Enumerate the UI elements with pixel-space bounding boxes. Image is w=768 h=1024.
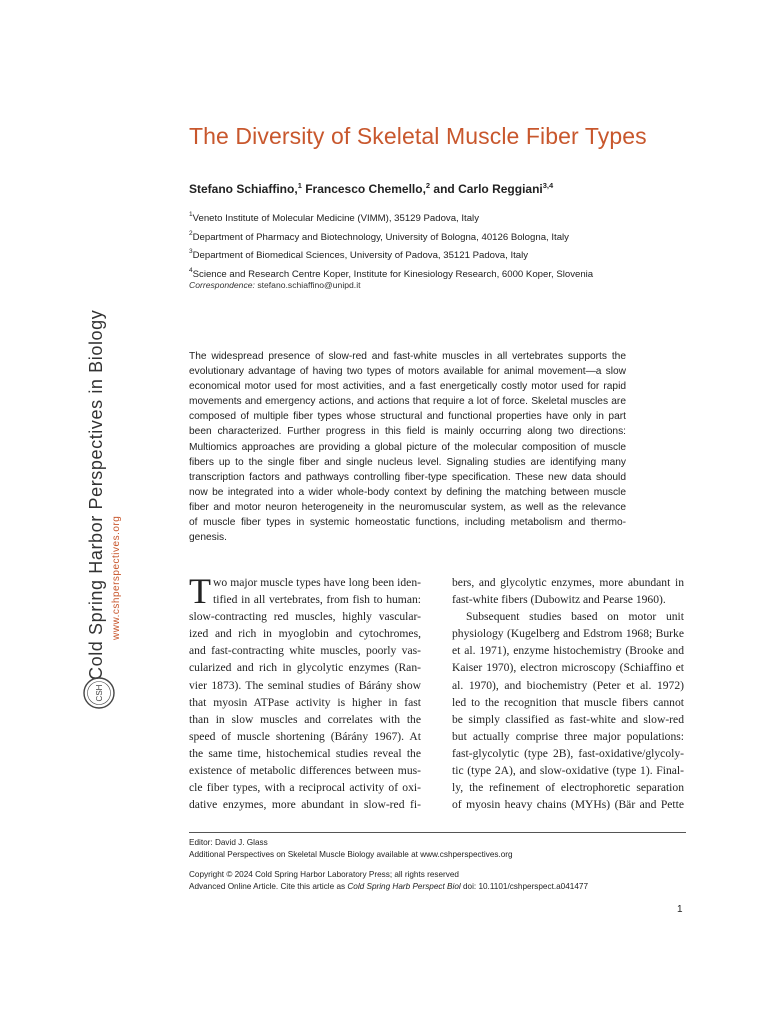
affiliation-sup: 4 <box>189 266 193 274</box>
body-line: tified in all vertebrates, from fish to human: <box>213 593 421 607</box>
body-line: slow-contracting red muscles, highly vascular- <box>189 610 421 624</box>
abstract-line: transcription factors and pathways controlling fiber-type specification. These new data should <box>189 471 626 483</box>
abstract <box>189 349 626 545</box>
body-line: al. 1970), and biochemistry (Peter et al. 1972) <box>452 678 684 692</box>
body-line: wo major muscle types have long been iden- <box>213 576 421 589</box>
author-affil-sup: 2 <box>425 181 431 190</box>
author-list <box>189 181 553 196</box>
abstract-line: evolutionary advantage of having two types of motors available for animal movement—a slow <box>189 366 626 378</box>
abstract-line: economical motor used for most activities, and a fast energetically costly motor used for rapid <box>189 381 626 393</box>
footer-rule <box>189 832 686 833</box>
abstract-line: composed of multiple fiber types whose structural and functional properties have only in part <box>189 411 626 423</box>
body-line: Kaiser 1970), electron microscopy (Schiaffino et <box>452 661 684 675</box>
abstract-line: The widespread presence of slow-red and fast-white muscles in all vertebrates supports the <box>189 351 626 362</box>
abstract-line: of muscle fiber types in systemic homeostatic functions, including metabolism and thermo- <box>189 517 626 529</box>
citation-doi: doi: 10.1101/cshperspect.a041477 <box>460 882 589 891</box>
body-line: dative enzymes, more abundant in slow-red fi- <box>189 798 421 812</box>
svg-text:CSH: CSH <box>95 684 104 702</box>
csh-logo-icon <box>82 663 116 723</box>
body-line: physiology (Kugelberg and Edstrom 1968; Burke <box>452 627 684 641</box>
abstract-line: now be integrated into a wider whole-body context by defining the matching between muscle <box>189 486 626 498</box>
body-line: ized and rich in myoglobin and cytochromes, <box>189 627 421 641</box>
author-affil-sup: 1 <box>297 181 302 190</box>
abstract-line: Multiomics approaches are providing a global picture of the molecular composition of muscle <box>189 441 626 453</box>
abstract-line: genesis. <box>189 532 227 544</box>
body-line: than in slow muscles and correlates with the <box>189 712 421 726</box>
dropcap: T <box>189 571 211 611</box>
affiliation-text: Veneto Institute of Molecular Medicine (VIMM), 35129 Padova, Italy <box>192 213 479 225</box>
body-line: cularized and rich in glycolytic enzymes (Ran- <box>189 661 421 675</box>
journal-url[interactable]: www.cshperspectives.org <box>111 515 122 640</box>
affiliation-text: Department of Biomedical Sciences, University of Padova, 35121 Padova, Italy <box>192 250 529 262</box>
abstract-line: been characterized. Further progress in this field is mainly occurring along two directions: <box>189 426 626 438</box>
abstract-line: movements and emergency actions, and actions that require a lot of force. Skeletal muscles are <box>189 396 626 408</box>
body-line: led to the recognition that muscle fibers cannot <box>452 695 684 709</box>
body-line: and fast-contracting white muscles, poorly vas- <box>189 644 421 658</box>
author-name: and Carlo Reggiani <box>430 182 543 196</box>
affiliation <box>189 263 709 282</box>
body-line: but actually comprise three major populations: <box>452 729 684 743</box>
article-title: The Diversity of Skeletal Muscle Fiber Types <box>189 123 647 149</box>
body-column-left <box>189 571 421 813</box>
page-number: 1 <box>677 904 683 915</box>
affiliation-sup: 1 <box>189 211 193 218</box>
journal-name: Cold Spring Harbor Perspectives in Biology <box>86 309 106 680</box>
body-line: tic (type 2A), and slow-oxidative (type 1). Final- <box>452 764 684 778</box>
affiliation <box>189 244 709 263</box>
body-line: be simply classified as fast-white and slow-red <box>452 712 684 726</box>
body-line: ly, the refinement of electrophoretic separation <box>452 781 684 795</box>
abstract-line: fiber and motor neuron heterogeneity in the neuromuscular system, as well as the relevance <box>189 501 626 513</box>
body-column-right <box>452 574 684 813</box>
affiliation <box>189 207 709 226</box>
correspondence-email[interactable]: stefano.schiaffino@unipd.it <box>257 280 361 290</box>
additional-perspectives-note: Additional Perspectives on Skeletal Muscle Biology available at www.cshperspectives.org <box>189 850 513 859</box>
body-line: the same time, histochemical studies reveal the <box>189 746 421 760</box>
body-line: of myosin heavy chains (MYHs) (Bär and Pette <box>452 798 684 812</box>
affiliation-sup: 3 <box>189 248 193 256</box>
body-line: that myosin ATPase activity is higher in fast <box>189 695 421 709</box>
body-line: et al. 1971), enzyme histochemistry (Brooke and <box>452 644 684 658</box>
body-line: fast-glycolytic (type 2B), fast-oxidative/glycoly- <box>452 746 684 760</box>
body-line: bers, and glycolytic enzymes, more abundant in <box>452 576 684 589</box>
footer <box>189 837 686 893</box>
body-line: existence of metabolic differences between mus- <box>189 764 421 778</box>
body-line: cle fiber types, with a reciprocal activity of oxi- <box>189 781 421 795</box>
affiliation-text: Science and Research Centre Koper, Institute for Kinesiology Research, 6000 Koper, Slovenia <box>192 268 594 280</box>
citation-journal: Cold Spring Harb Perspect Biol <box>347 882 461 891</box>
affiliation-text: Department of Pharmacy and Biotechnology, University of Bologna, 40126 Bologna, Italy <box>192 231 569 243</box>
body-line: Subsequent studies based on motor unit <box>466 610 684 624</box>
citation-note <box>189 881 686 893</box>
affiliation-list <box>189 207 709 281</box>
affiliation <box>189 226 709 245</box>
correspondence <box>189 280 361 290</box>
body-line: speed of muscle shortening (Bárány 1967). At <box>189 729 421 743</box>
abstract-line: fibers up to the single fiber and single nucleus level. Signaling studies are identifying many <box>189 456 626 468</box>
body-line: fast-white fibers (Dubowitz and Pearse 1960). <box>452 593 666 607</box>
correspondence-label: Correspondence: <box>189 280 255 290</box>
editor-note: Editor: David J. Glass <box>189 838 268 847</box>
affiliation-sup: 2 <box>189 229 193 237</box>
author-name: Stefano Schiaffino, <box>189 182 298 196</box>
body-line: vier 1873). The seminal studies of Bárány show <box>189 678 421 692</box>
citation-prefix: Advanced Online Article. Cite this article as <box>189 882 348 891</box>
author-affil-sup: 3,4 <box>542 181 554 190</box>
copyright-note: Copyright © 2024 Cold Spring Harbor Laboratory Press; all rights reserved <box>189 870 459 879</box>
author-name: Francesco Chemello, <box>301 182 426 196</box>
